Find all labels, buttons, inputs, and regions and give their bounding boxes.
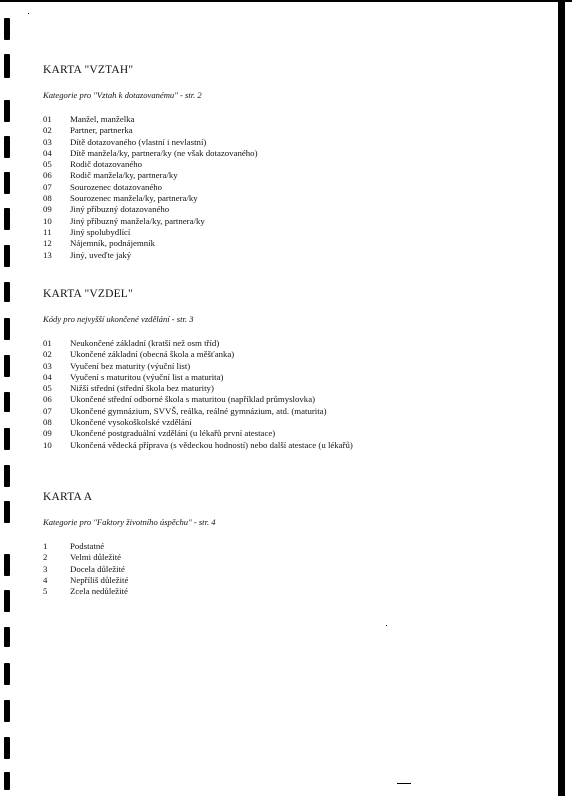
list-item — [43, 148, 543, 159]
punch-mark — [4, 501, 10, 523]
item-label: Ukončené základní (obecná škola a měšťanka) — [70, 349, 235, 360]
item-label: Jiný příbuzný manžela/ky, partnera/ky — [70, 215, 205, 226]
item-label: Ukončené vysokoškolské vzdělání — [70, 417, 192, 428]
item-label: Dítě manžela/ky, partnera/ky (ne však dotazovaného) — [70, 147, 258, 158]
punch-mark — [4, 663, 10, 685]
item-code: 05 — [43, 159, 52, 170]
list-item — [43, 182, 543, 193]
item-code: 07 — [43, 405, 52, 416]
item-code: 3 — [43, 563, 48, 574]
card-a — [43, 490, 543, 597]
punch-mark — [4, 700, 10, 722]
item-code: 08 — [43, 417, 52, 428]
item-label: Sourozenec manžela/ky, partnera/ky — [70, 193, 198, 204]
list-item — [43, 170, 543, 181]
punch-mark — [4, 737, 10, 759]
list-item — [43, 428, 543, 439]
item-label: Jiný spolubydlící — [70, 226, 131, 237]
item-code: 2 — [43, 552, 48, 563]
card-subtitle: Kódy pro nejvyšší ukončené vzdělání - str. 3 — [43, 314, 194, 324]
card-title: KARTA "VZDEL" — [43, 288, 133, 300]
list-item — [43, 137, 543, 148]
item-code: 02 — [43, 349, 52, 360]
punch-mark — [4, 172, 10, 194]
punch-mark — [4, 554, 10, 576]
item-code: 07 — [43, 181, 52, 192]
punch-mark — [4, 318, 10, 340]
item-label: Vyučení bez maturity (výuční list) — [70, 360, 191, 371]
list-item — [43, 575, 543, 586]
card-vztah — [43, 63, 543, 261]
punch-mark — [4, 428, 10, 450]
list-item — [43, 193, 543, 204]
card-title: KARTA A — [43, 491, 93, 503]
scan-speck — [397, 783, 411, 784]
item-label: Jiný, uveďte jaký — [70, 249, 132, 260]
punch-mark — [4, 245, 10, 267]
item-label: Zcela nedůležité — [70, 586, 128, 597]
item-code: 01 — [43, 114, 52, 124]
item-code: 04 — [43, 147, 52, 158]
card-title: KARTA "VZTAH" — [43, 64, 134, 76]
card-subtitle: Kategorie pro "Vztah k dotazovanému" - str. 2 — [43, 90, 202, 100]
item-code: 10 — [43, 215, 52, 226]
item-label: Velmi důležité — [70, 552, 122, 563]
scan-top-edge — [0, 0, 572, 2]
list-item — [43, 204, 543, 215]
item-label: Manžel, manželka — [70, 114, 135, 124]
item-code: 4 — [43, 574, 48, 585]
item-code: 10 — [43, 439, 52, 450]
item-code: 03 — [43, 360, 52, 371]
card-vzdel — [43, 287, 543, 451]
code-list — [43, 541, 543, 597]
punch-mark — [4, 772, 10, 790]
punch-mark — [4, 627, 10, 647]
list-item — [43, 114, 543, 125]
item-code: 01 — [43, 338, 52, 348]
list-item — [43, 552, 543, 563]
item-code: 08 — [43, 193, 52, 204]
punch-mark — [4, 136, 10, 158]
list-item — [43, 417, 543, 428]
item-code: 06 — [43, 170, 52, 181]
punch-mark — [4, 392, 10, 412]
binding-punch-marks — [4, 0, 12, 796]
item-code: 5 — [43, 586, 48, 597]
item-label: Partner, partnerka — [70, 125, 133, 136]
item-label: Nepříliš důležité — [70, 574, 129, 585]
list-item — [43, 250, 543, 261]
item-code: 09 — [43, 204, 52, 215]
punch-mark — [4, 208, 10, 230]
item-label: Ukončené střední odborné škola s maturitou (například průmyslovka) — [70, 394, 316, 405]
card-subtitle: Kategorie pro "Faktory životního úspěchu" - str. 4 — [43, 517, 216, 527]
list-item — [43, 338, 543, 349]
list-item — [43, 440, 543, 451]
code-list — [43, 114, 543, 261]
item-code: 09 — [43, 428, 52, 439]
scan-speck — [386, 625, 387, 626]
code-list — [43, 338, 543, 451]
item-label: Neukončené základní (kratší než osm tříd) — [70, 338, 220, 348]
punch-mark — [4, 465, 10, 487]
list-item — [43, 383, 543, 394]
item-label: Rodič dotazovaného — [70, 159, 143, 170]
list-item — [43, 159, 543, 170]
list-item — [43, 238, 543, 249]
list-item — [43, 227, 543, 238]
item-label: Docela důležité — [70, 563, 125, 574]
list-item — [43, 349, 543, 360]
item-code: 02 — [43, 125, 52, 136]
punch-mark — [4, 282, 10, 302]
item-code: 06 — [43, 394, 52, 405]
punch-mark — [4, 355, 10, 377]
item-code: 04 — [43, 371, 52, 382]
item-code: 12 — [43, 238, 52, 249]
punch-mark — [4, 590, 10, 612]
list-item — [43, 125, 543, 136]
item-label: Ukončené postgraduální vzdělání (u lékařů první atestace) — [70, 428, 276, 439]
item-code: 03 — [43, 136, 52, 147]
list-item — [43, 406, 543, 417]
list-item — [43, 541, 543, 552]
item-code: 13 — [43, 249, 52, 260]
list-item — [43, 564, 543, 575]
item-label: Ukončené gymnázium, SVVŠ, reálka, reálné gymnázium, atd. (maturita) — [70, 405, 327, 416]
list-item — [43, 586, 543, 597]
item-label: Ukončená vědecká příprava (s vědeckou hodností) nebo další atestace (u lékařů) — [70, 439, 353, 450]
list-item — [43, 372, 543, 383]
punch-mark — [4, 18, 10, 40]
list-item — [43, 361, 543, 372]
item-code: 1 — [43, 541, 48, 551]
list-item — [43, 394, 543, 405]
punch-mark — [4, 54, 10, 78]
item-label: Jiný příbuzný dotazovaného — [70, 204, 170, 215]
punch-mark — [4, 100, 10, 122]
scan-speck — [28, 13, 29, 14]
item-label: Dítě dotazovaného (vlastní i nevlastní) — [70, 136, 207, 147]
item-code: 05 — [43, 383, 52, 394]
item-label: Nájemník, podnájemník — [70, 238, 156, 249]
item-label: Vyučení s maturitou (výuční list a maturita) — [70, 371, 224, 382]
item-label: Nižší střední (střední škola bez maturity) — [70, 383, 214, 394]
item-code: 11 — [43, 226, 52, 237]
list-item — [43, 216, 543, 227]
item-label: Sourozenec dotazovaného — [70, 181, 163, 192]
scan-right-edge — [558, 0, 565, 796]
item-label: Rodič manžela/ky, partnera/ky — [70, 170, 178, 181]
item-label: Podstatné — [70, 541, 105, 551]
